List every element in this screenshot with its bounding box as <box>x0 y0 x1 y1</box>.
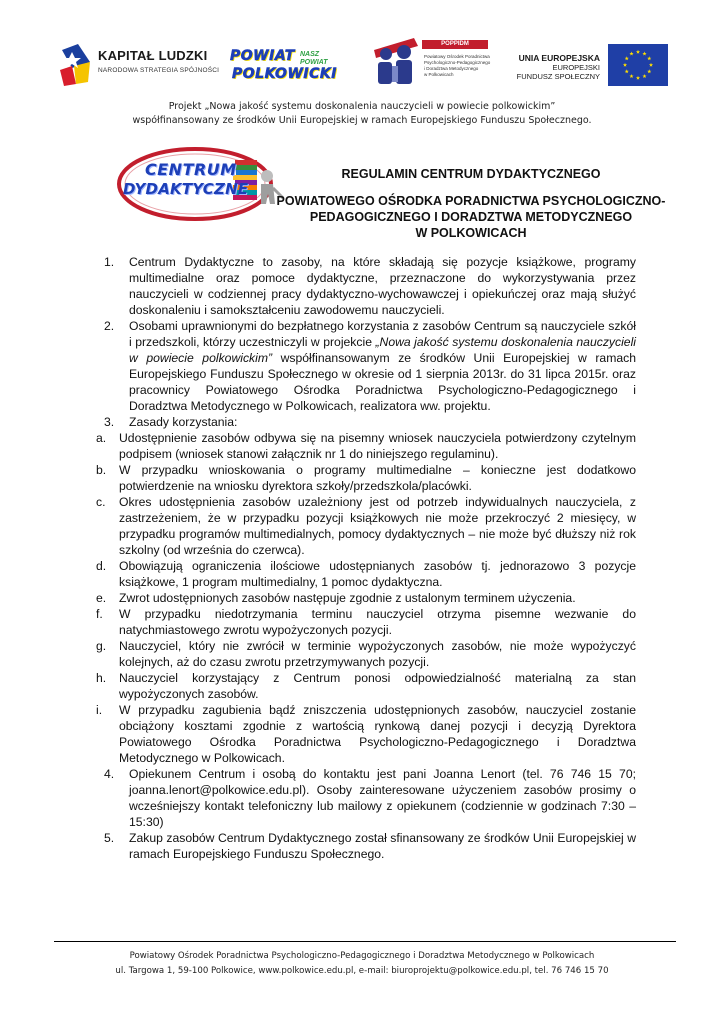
sublist-item <box>94 702 636 766</box>
centrum-word: CENTRUM <box>145 160 237 179</box>
kapital-ludzki-title: KAPITAŁ LUDZKI <box>98 48 208 63</box>
eu-star-icon <box>647 69 651 73</box>
footer-divider <box>54 941 676 942</box>
item-number: 5. <box>104 831 115 845</box>
subitem-letter: d. <box>96 559 107 573</box>
powiat-word: POWIAT <box>230 48 295 64</box>
sublist-item <box>94 606 636 638</box>
subitem-letter: c. <box>96 495 106 509</box>
sublist-item <box>94 462 636 494</box>
ue-line: UNIA EUROPEJSKA <box>518 53 600 63</box>
list-item <box>104 830 636 862</box>
nasz-powiat-tag <box>300 51 327 67</box>
eu-star-icon <box>625 56 629 60</box>
poppiddm-emblem-icon <box>366 36 424 88</box>
poppiddm-line: i Doradztwa Metodycznego <box>424 66 479 71</box>
ue-line: FUNDUSZ SPOŁECZNY <box>516 72 600 81</box>
kapital-ludzki-subtitle: NARODOWA STRATEGIA SPÓJNOŚCI <box>98 67 220 74</box>
subitem-letter: f. <box>96 607 103 621</box>
document-title: REGULAMIN CENTRUM DYDAKTYCZNEGO <box>341 167 601 181</box>
project-info <box>0 100 724 128</box>
project-line: współfinansowany ze środków Unii Europejskiej w ramach Europejskiego Funduszu Społecznego. <box>132 115 592 126</box>
sublist-item <box>94 558 636 590</box>
subitem-letter: b. <box>96 463 107 477</box>
item-text: Opiekunem Centrum i osobą do kontaktu jest pani Joanna Lenort (tel. 76 746 15 70; joanna.lenort@polkowice.edu.pl). Osoby zainteresowane użyczeniem zasobów prosimy o wcześniejszy kontakt telefoniczny lub mailowy z opiekunem (codziennie w godzinach 7:30 – 15:30) <box>129 767 636 829</box>
polkowicki-word: POLKOWICKI <box>232 66 337 82</box>
poppiddm-line: Psychologiczno-Pedagogicznego <box>424 60 491 65</box>
kapital-ludzki-logo <box>58 42 220 88</box>
subtitle-line: POWIATOWEGO OŚRODKA PORADNICTWA PSYCHOLOGICZNO- <box>276 194 666 208</box>
subitem-text: Obowiązują ograniczenia ilościowe udostępnianych zasobów tj. jednorazowo 3 pozycje książkowe, 1 program multimedialny, 1 pomoc dydaktyczna. <box>119 559 636 589</box>
dydaktyczne-word: DYDAKTYCZNE <box>123 180 249 198</box>
ue-line: EUROPEJSKI <box>552 63 600 72</box>
item-text: Zasady korzystania: <box>129 415 238 429</box>
subitem-text: W przypadku niedotrzymania terminu nauczyciel otrzyma pisemne wezwanie do natychmiastowego zwrotu wypożyczonych pozycji. <box>119 607 636 637</box>
sublist-item <box>94 494 636 558</box>
project-name-italic: „Nowa jakość systemu doskonalenia nauczycieli w powiecie polkowickim” <box>129 335 636 365</box>
poppiddm-line: w Polkowicach <box>424 72 454 77</box>
kapital-ludzki-emblem-icon <box>58 42 94 88</box>
subitem-letter: e. <box>96 591 107 605</box>
list-item <box>104 414 636 430</box>
item-number: 1. <box>104 255 115 269</box>
eu-star-icon <box>629 52 633 56</box>
subitem-text: Nauczyciel, który nie zwrócił w terminie wypożyczonych zasobów, nie może wypożyczyć kolejnych, aż do czasu zwrotu przetrzymywanych pozycji. <box>119 639 636 669</box>
footer-line: Powiatowy Ośrodek Poradnictwa Psychologiczno-Pedagogicznego i Doradztwa Metodycznego w Polkowicach <box>129 951 595 961</box>
poppiddm-tag: POPPIDM <box>422 40 488 49</box>
eu-star-icon <box>647 56 651 60</box>
subitem-letter: i. <box>96 703 103 717</box>
eu-star-icon <box>642 74 646 78</box>
list-item <box>104 766 636 830</box>
item-text: Osobami uprawnionymi do bezpłatnego korzystania z zasobów Centrum są nauczyciele szkół i przedszkoli, którzy uczestniczyli w projekcie <box>129 319 636 349</box>
list-item <box>104 318 636 414</box>
eu-star-icon <box>625 69 629 73</box>
rules-sublist <box>94 430 636 766</box>
project-line: Projekt „Nowa jakość systemu doskonalenia nauczycieli w powiecie polkowickim” <box>168 101 556 112</box>
eu-flag-icon <box>608 44 668 86</box>
poppiddm-line: Powiatowy Ośrodek Poradnictwa <box>424 54 490 59</box>
powiat-tag-line: POWIAT <box>300 59 328 66</box>
subitem-letter: a. <box>96 431 107 445</box>
subitem-text: Okres udostępnienia zasobów uzależniony jest od potrzeb indywidualnych nauczyciela, z zastrzeżeniem, że w przypadku pozycji książkowych nie może przekroczyć 2 miesięcy, w przypadku programów multimedialnych, pomocy dydaktycznych – nie może być dłuższy niż rok szkolny (od września do czerwca). <box>119 495 636 557</box>
eu-star-icon <box>623 63 627 67</box>
footer <box>0 949 724 979</box>
regulations-list <box>96 254 636 862</box>
eu-star-icon <box>629 74 633 78</box>
subitem-text: Zwrot udostępnionych zasobów następuje zgodnie z ustalonym terminem użyczenia. <box>119 591 576 605</box>
document-subtitle <box>255 193 687 241</box>
subitem-letter: g. <box>96 639 107 653</box>
subitem-text: W przypadku zagubienia bądź zniszczenia udostępnionych zasobów, nauczyciel zostanie obciążony kosztami zgodnie z wartością rynkową danej pozycji i decyzją Dyrektora Powiatowego Ośrodka Poradnictwa Psychologiczno-Pedagogicznego i Doradztwa Metodycznego w Polkowicach. <box>119 703 636 765</box>
eu-star-icon <box>642 52 646 56</box>
item-text: współfinansowanym ze środków Unii Europejskiej w ramach Europejskiego Funduszu Społecznego w okresie od 1 sierpnia 2013r. do 31 lipca 2015r. oraz pracownicy Powiatowego Ośrodka Poradnictwa Psychologiczno-Pedagogicznego i Doradztwa Metodycznego w Polkowicach, realizatora ww. projektu. <box>129 351 636 413</box>
eu-star-icon <box>636 76 640 80</box>
sublist-item <box>94 430 636 462</box>
eu-star-icon <box>649 63 653 67</box>
sublist-item <box>94 670 636 702</box>
footer-line: ul. Targowa 1, 59-100 Polkowice, www.polkowice.edu.pl, e-mail: biuroprojektu@polkowice.edu.pl, tel. 76 746 15 70 <box>115 966 609 976</box>
item-number: 3. <box>104 415 115 429</box>
eu-star-icon <box>636 50 640 54</box>
item-text: Centrum Dydaktyczne to zasoby, na które składają się pozycje książkowe, programy multimedialne oraz pomoce dydaktyczne, przeznaczone do wykorzystywania przez nauczycieli w codziennej pracy dydaktyczno-wychowawczej i opiekuńczej oraz mają służyć doskonaleniu i samokształceniu zawodowemu nauczycieli. <box>129 255 636 317</box>
item-text: Zakup zasobów Centrum Dydaktycznego został sfinansowany ze środków Unii Europejskiej w ramach Europejskiego Funduszu Społecznego. <box>129 831 636 861</box>
subitem-text: Nauczyciel korzystający z Centrum ponosi odpowiedzialność materialną za stan wypożyczonych zasobów. <box>119 671 636 701</box>
nasz-tag-line: NASZ <box>300 51 320 58</box>
list-item <box>104 254 636 318</box>
poppiddm-logo <box>366 36 492 88</box>
powiat-polkowicki-logo <box>228 48 340 86</box>
sublist-item <box>94 638 636 670</box>
subitem-letter: h. <box>96 671 107 685</box>
poppiddm-name <box>424 54 490 78</box>
subitem-text: W przypadku wnioskowania o programy multimedialne – konieczne jest dodatkowo potwierdzenie na wniosku dyrektora szkoły/przedszkola/placówki. <box>119 463 636 493</box>
ue-logo-text <box>512 54 600 81</box>
sublist-item <box>94 590 636 606</box>
subtitle-line: W POLKOWICACH <box>415 226 527 240</box>
item-number: 4. <box>104 767 115 781</box>
subitem-text: Udostępnienie zasobów odbywa się na pisemny wniosek nauczyciela potwierdzony czytelnym podpisem (wniosek stanowi załącznik nr 1 do niniejszego regulaminu). <box>119 431 636 461</box>
subtitle-line: PEDAGOGICZNEGO I DORADZTWA METODYCZNEGO <box>309 210 633 224</box>
item-number: 2. <box>104 319 115 333</box>
